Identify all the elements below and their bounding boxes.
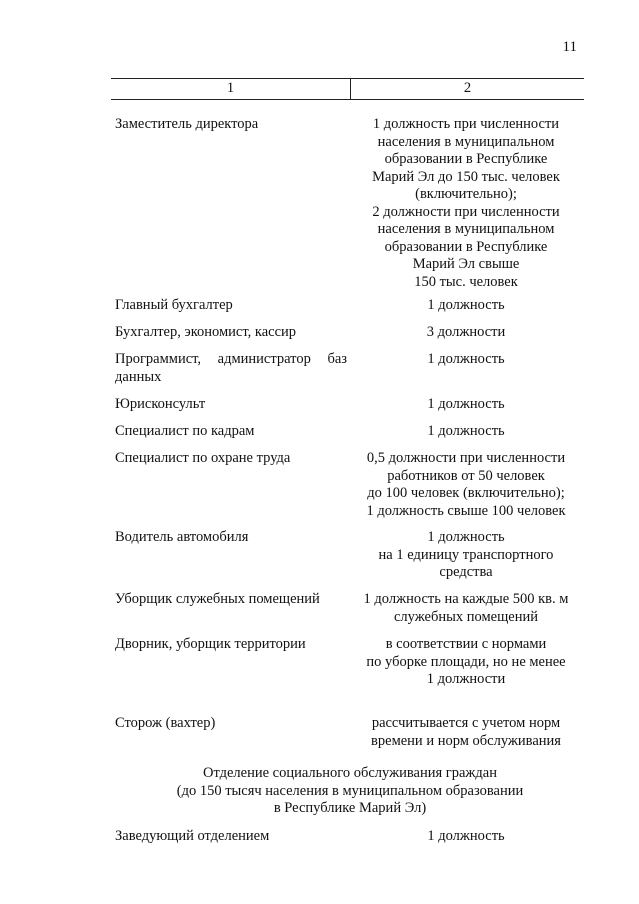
norm-line: Марий Эл свыше	[412, 256, 520, 272]
norm-line: рассчитывается с учетом норм	[371, 715, 561, 731]
position-label: Юрисконсульт	[115, 396, 206, 412]
norm-line: 1 должность	[427, 297, 505, 313]
table-header-col-1: 1	[111, 79, 351, 99]
norm-line: 2 должности при численности	[372, 203, 560, 220]
norm-line: образовании в Республике	[384, 238, 548, 255]
position-label: Сторож (вахтер)	[115, 715, 216, 731]
staff-norm	[347, 591, 585, 626]
staff-norm	[347, 351, 585, 386]
norm-line: 3 должности	[426, 324, 506, 340]
section-title-line: Отделение социального обслуживания граждан	[202, 765, 498, 781]
staff-norm	[347, 396, 585, 414]
table-row	[115, 297, 585, 315]
norm-line: населения в муниципальном	[377, 221, 555, 237]
norm-line: 1 должность	[427, 423, 505, 439]
section-title-line: в Республике Марий Эл)	[273, 800, 427, 816]
staff-norm	[347, 297, 585, 315]
position-label: Бухгалтер, экономист, кассир	[115, 324, 297, 340]
norm-line: на 1 единицу транспортного	[378, 546, 554, 563]
staff-norm	[347, 636, 585, 689]
norm-line: 1 должность	[427, 351, 505, 367]
norm-line: образовании в Республике	[384, 151, 548, 167]
norm-line: Марий Эл до 150 тыс. человек	[372, 168, 560, 185]
position-label: Заместитель директора	[115, 116, 259, 132]
staff-norm	[347, 116, 585, 291]
table-row	[115, 351, 585, 386]
table-row	[115, 116, 585, 291]
norm-line: 1 должность	[427, 828, 505, 844]
table-row	[115, 828, 585, 846]
table-row	[115, 591, 585, 626]
table-row	[115, 715, 585, 750]
norm-line: 150 тыс. человек	[414, 273, 518, 290]
position-label: Уборщик служебных помещений	[115, 591, 320, 607]
position-label: Специалист по охране труда	[115, 450, 291, 466]
section-title	[115, 765, 585, 818]
staff-norm	[347, 423, 585, 441]
norm-line: средства	[439, 564, 493, 580]
page-number: 11	[562, 39, 577, 55]
norm-line: населения в муниципальном	[377, 133, 555, 150]
norm-line: (включительно);	[415, 186, 517, 202]
position-label: Главный бухгалтер	[115, 297, 233, 313]
table-row	[115, 396, 585, 414]
norm-line: в соответствии с нормами	[385, 636, 547, 652]
table-row	[115, 450, 585, 520]
table-row	[115, 324, 585, 342]
staff-norm	[347, 450, 585, 520]
table-header	[111, 78, 584, 100]
position-label: Заведующий отделением	[115, 828, 270, 844]
staff-norm	[347, 529, 585, 582]
table-header-col-2: 2	[463, 80, 472, 96]
table-row	[115, 423, 585, 441]
norm-line: 1 должность на каждые 500 кв. м	[363, 591, 569, 607]
section-title-line: (до 150 тысяч населения в муниципальном образовании	[176, 782, 524, 799]
position-label	[115, 351, 347, 386]
norm-line: 0,5 должности при численности	[366, 450, 566, 466]
norm-line: 1 должность	[427, 396, 505, 412]
norm-line: работников от 50 человек	[387, 467, 545, 484]
norm-line: времени и норм обслуживания	[371, 732, 561, 749]
staff-norm	[347, 828, 585, 846]
staff-norm	[347, 324, 585, 342]
norm-line: по уборке площади, но не менее	[366, 653, 566, 670]
norm-line: 1 должность	[427, 529, 505, 545]
table-row	[115, 636, 585, 689]
norm-line: 1 должность свыше 100 человек	[366, 502, 566, 519]
staff-norm	[347, 715, 585, 750]
position-label: Специалист по кадрам	[115, 423, 255, 439]
position-label: Дворник, уборщик территории	[115, 636, 306, 652]
norm-line: до 100 человек (включительно);	[367, 485, 565, 501]
norm-line: 1 должность при численности	[372, 116, 560, 132]
position-label: Водитель автомобиля	[115, 529, 249, 545]
table-row	[115, 529, 585, 582]
position-line: данных	[115, 368, 162, 385]
position-line: Программист, администратор баз	[115, 351, 347, 367]
norm-line: служебных помещений	[394, 608, 538, 625]
norm-line: 1 должности	[426, 671, 506, 687]
